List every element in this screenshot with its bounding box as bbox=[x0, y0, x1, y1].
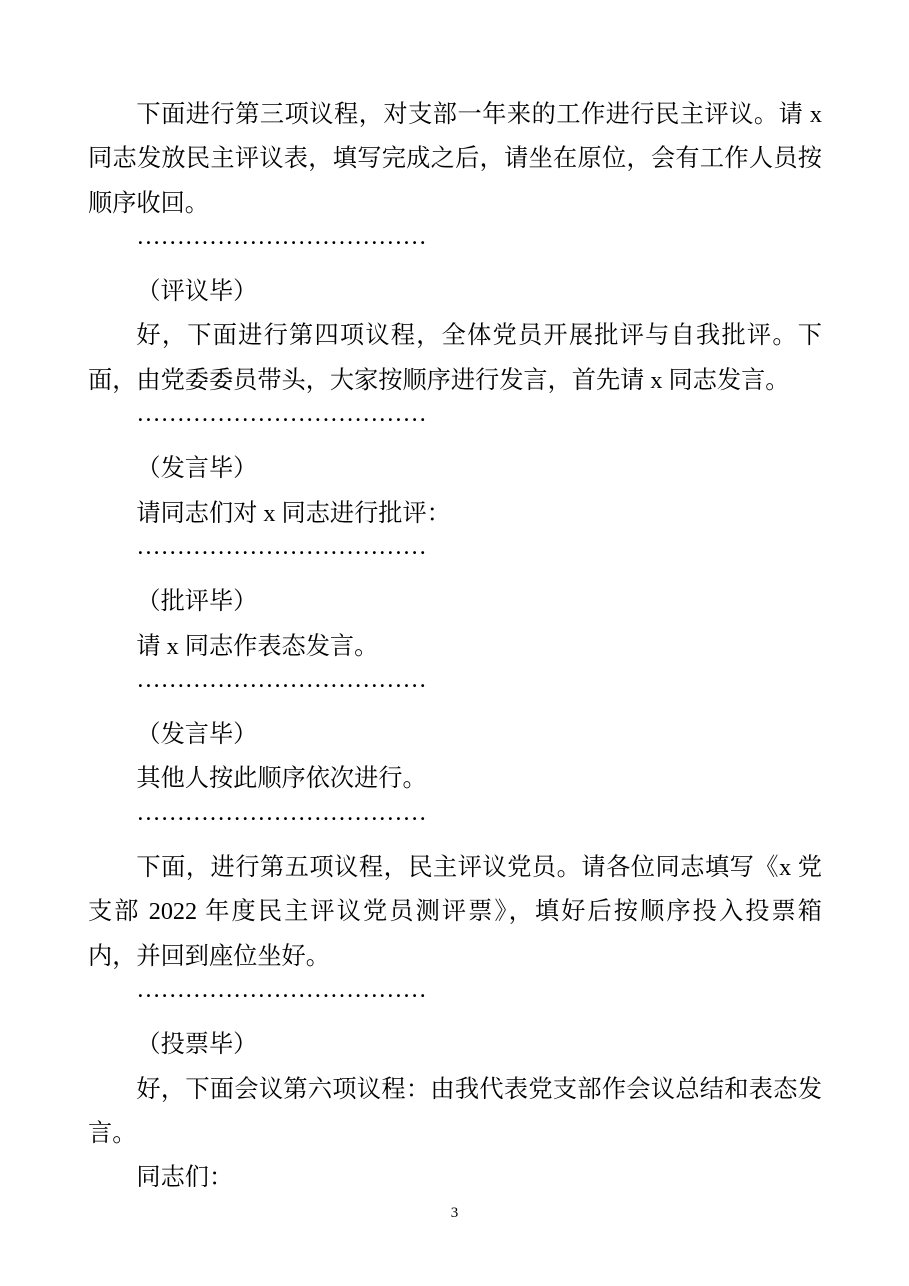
text-line: 内，并回到座位坐好。 bbox=[88, 942, 330, 970]
text-line: （批评毕） bbox=[136, 588, 258, 616]
ellipsis-line: ……………………………… bbox=[136, 400, 427, 428]
text-line: 同志发放民主评议表，填写完成之后，请坐在原位，会有工作人员按 bbox=[88, 145, 822, 173]
text-line: 同志们： bbox=[136, 1164, 234, 1192]
paragraph-agenda-item-4 bbox=[88, 314, 822, 403]
ellipsis-line: ……………………………… bbox=[136, 975, 427, 1003]
ellipsis-line: ……………………………… bbox=[136, 222, 427, 250]
text-line: 其他人按此顺序依次进行。 bbox=[136, 765, 427, 793]
ellipsis-divider bbox=[88, 798, 822, 846]
ellipsis-divider bbox=[88, 532, 822, 580]
paragraph-agenda-item-3 bbox=[88, 93, 822, 226]
text-line: （投票毕） bbox=[136, 1031, 258, 1059]
ellipsis-divider bbox=[88, 975, 822, 1023]
text-line: （发言毕） bbox=[136, 721, 258, 749]
ellipsis-divider bbox=[88, 222, 822, 270]
text-line: 下面进行第三项议程，对支部一年来的工作进行民主评议。请 x bbox=[136, 101, 822, 128]
ellipsis-divider bbox=[88, 400, 822, 447]
stage-direction bbox=[88, 1023, 822, 1067]
text-line: 面，由党委委员带头，大家按顺序进行发言，首先请 x 同志发言。 bbox=[88, 366, 790, 394]
stage-direction bbox=[88, 580, 822, 624]
text-line: 下面，进行第五项议程，民主评议党员。请各位同志填写《x 党 bbox=[136, 854, 822, 882]
paragraph-agenda-item-6 bbox=[88, 1068, 822, 1157]
paragraph-agenda-item-5 bbox=[88, 846, 822, 979]
text-line: 顺序收回。 bbox=[88, 189, 209, 217]
text-line: 支部 2022 年度民主评议党员测评票》，填好后按顺序投入投票箱 bbox=[88, 898, 822, 926]
text-line: （发言毕） bbox=[136, 455, 258, 483]
page-number: 3 bbox=[450, 1205, 459, 1221]
stage-direction bbox=[88, 713, 822, 757]
text-line: 请同志们对 x 同志进行批评： bbox=[136, 499, 451, 527]
ellipsis-line: ……………………………… bbox=[136, 798, 427, 826]
salutation bbox=[88, 1156, 822, 1200]
ellipsis-line: ……………………………… bbox=[136, 532, 427, 560]
text-line: 好，下面进行第四项议程，全体党员开展批评与自我批评。下 bbox=[136, 322, 822, 350]
stage-direction bbox=[88, 447, 822, 491]
ellipsis-line: ……………………………… bbox=[136, 665, 427, 693]
ellipsis-divider bbox=[88, 665, 822, 713]
text-line: 好，下面会议第六项议程：由我代表党支部作会议总结和表态发 bbox=[136, 1075, 822, 1103]
document-body bbox=[88, 93, 822, 1200]
text-line: 言。 bbox=[88, 1119, 137, 1147]
stage-direction bbox=[88, 270, 822, 314]
text-line: 请 x 同志作表态发言。 bbox=[136, 632, 379, 660]
text-line: （评议毕） bbox=[136, 278, 258, 306]
